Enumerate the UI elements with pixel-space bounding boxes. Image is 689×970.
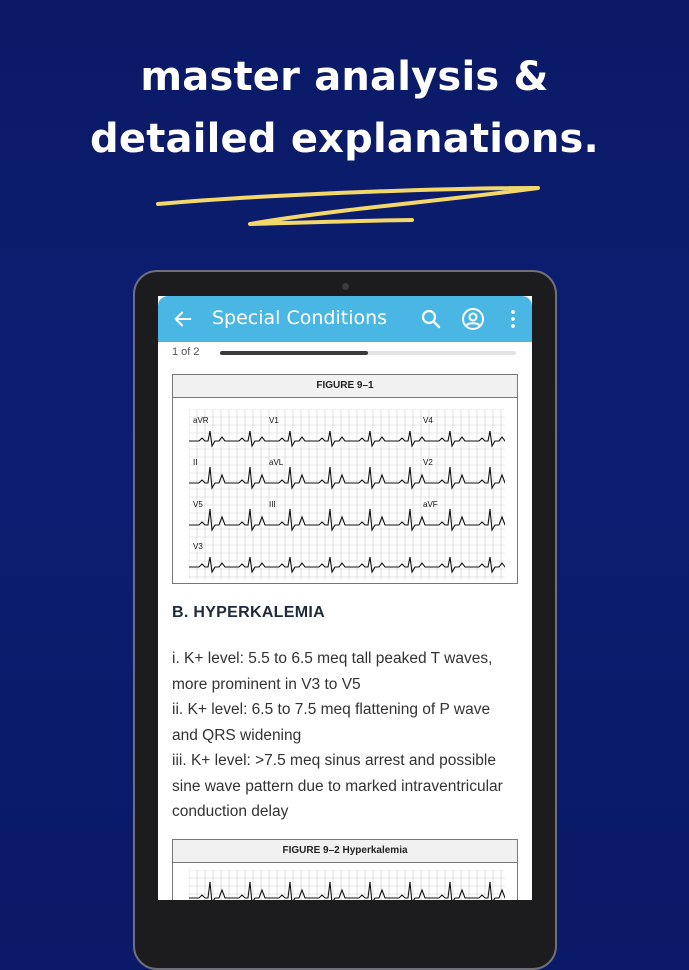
ecg-lead-label: aVR <box>193 416 209 425</box>
figure-caption: FIGURE 9–1 <box>173 375 517 398</box>
reading-progress-bar[interactable] <box>220 351 516 355</box>
body-item: i. K+ level: 5.5 to 6.5 meq tall peaked T waves, more prominent in V3 to V5 <box>172 650 493 693</box>
ecg-lead-label: V1 <box>269 416 279 425</box>
back-arrow-icon[interactable] <box>172 308 194 330</box>
account-circle-icon[interactable] <box>461 307 485 331</box>
ecg-tracing-image <box>189 870 505 900</box>
search-icon[interactable] <box>419 307 443 331</box>
ecg-lead-label: III <box>269 500 276 509</box>
headline-line-1: master analysis & <box>140 54 549 100</box>
section-body <box>172 646 512 825</box>
figure-caption: FIGURE 9–2 Hyperkalemia <box>173 840 517 863</box>
app-screen <box>158 296 532 900</box>
reading-progress-fill <box>220 351 368 355</box>
figure-9-1 <box>172 374 518 584</box>
headline <box>0 46 689 170</box>
headline-line-2: detailed explanations. <box>90 116 599 162</box>
yellow-underline-squiggle <box>150 180 550 250</box>
ecg-lead-label: V3 <box>193 542 203 551</box>
body-item: iii. K+ level: >7.5 meq sinus arrest and possible sine wave pattern due to marked intraventricular conduction delay <box>172 752 503 820</box>
ecg-lead-label: II <box>193 458 198 467</box>
more-vert-icon[interactable] <box>501 307 525 331</box>
page-indicator: 1 of 2 <box>172 346 200 358</box>
section-title: B. HYPERKALEMIA <box>172 604 325 621</box>
ecg-lead-label: aVL <box>269 458 284 467</box>
ecg-lead-label: aVF <box>423 500 438 509</box>
app-bar-title: Special Conditions <box>212 307 388 329</box>
ecg-lead-label: V5 <box>193 500 203 509</box>
ecg-lead-label: V4 <box>423 416 433 425</box>
ecg-tracing-image <box>189 409 505 579</box>
body-item: ii. K+ level: 6.5 to 7.5 meq flattening of P wave and QRS widening <box>172 701 491 744</box>
camera-dot <box>342 283 349 290</box>
ecg-lead-label: V2 <box>423 458 433 467</box>
figure-9-2 <box>172 839 518 900</box>
app-bar <box>158 296 532 342</box>
